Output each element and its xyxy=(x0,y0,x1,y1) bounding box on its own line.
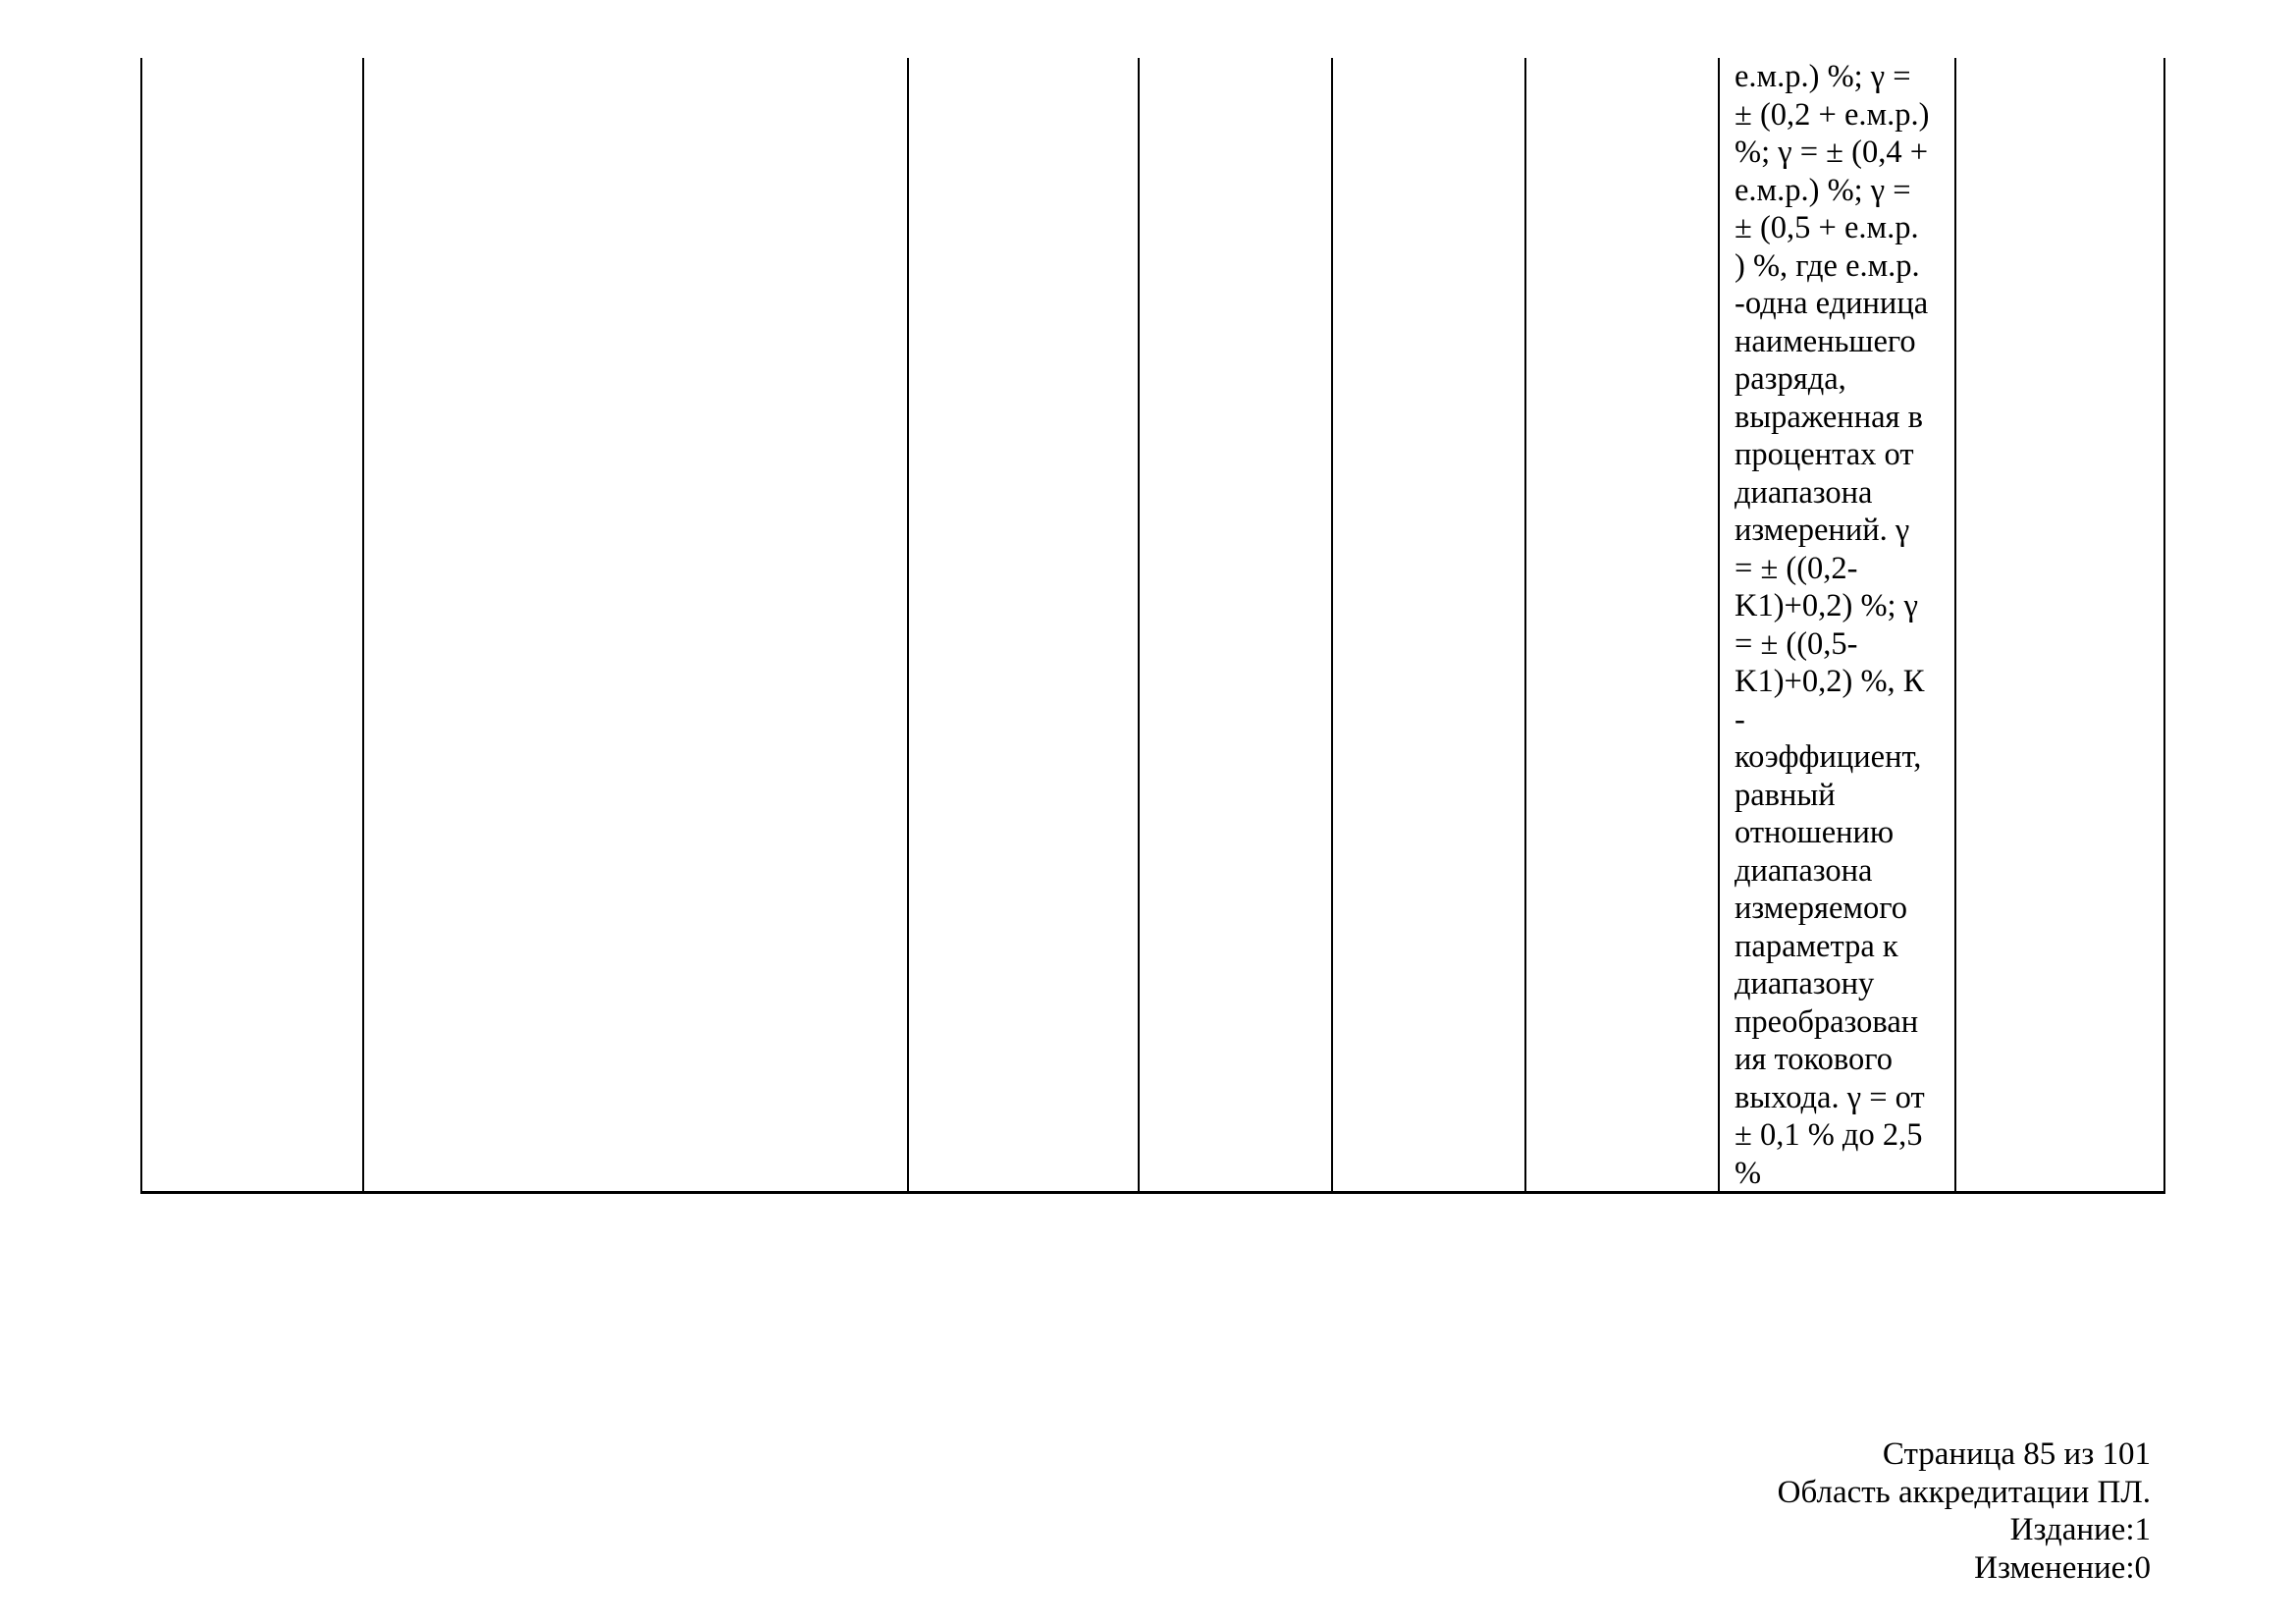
measurement-accuracy-cell: е.м.р.) %; γ = ± (0,2 + е.м.р.) %; γ = ± (0,4 + е.м.р.) %; γ = ± (0,5 + е.м.р. ) %, где е.м.р. -одна единица наименьшего разряда, выраженная в процентах от диапазона измерений. γ = ± ((0,2- K1)+0,2) %; γ = ± ((0,5- K1)+0,2) %, К - коэффициент, равный отношению диапазона измеряемого параметра к диапазону преобразован ия токового выхода. γ = от ± 0,1 % до 2,5 % xyxy=(1735,59,1930,1191)
column-divider-6 xyxy=(1718,58,1720,1191)
page-footer xyxy=(1778,1435,2151,1587)
column-divider-4 xyxy=(1331,58,1333,1191)
column-divider-1 xyxy=(362,58,364,1191)
edition: Издание:1 xyxy=(2009,1512,2151,1547)
column-divider-5 xyxy=(1524,58,1526,1191)
revision: Изменение:0 xyxy=(1974,1549,2151,1586)
column-divider-2 xyxy=(907,58,909,1191)
accreditation-table xyxy=(140,58,2165,1194)
page-number: Страница 85 из 101 xyxy=(1882,1436,2151,1472)
column-divider-3 xyxy=(1138,58,1140,1191)
accreditation-scope: Область аккредитации ПЛ. xyxy=(1777,1474,2151,1510)
